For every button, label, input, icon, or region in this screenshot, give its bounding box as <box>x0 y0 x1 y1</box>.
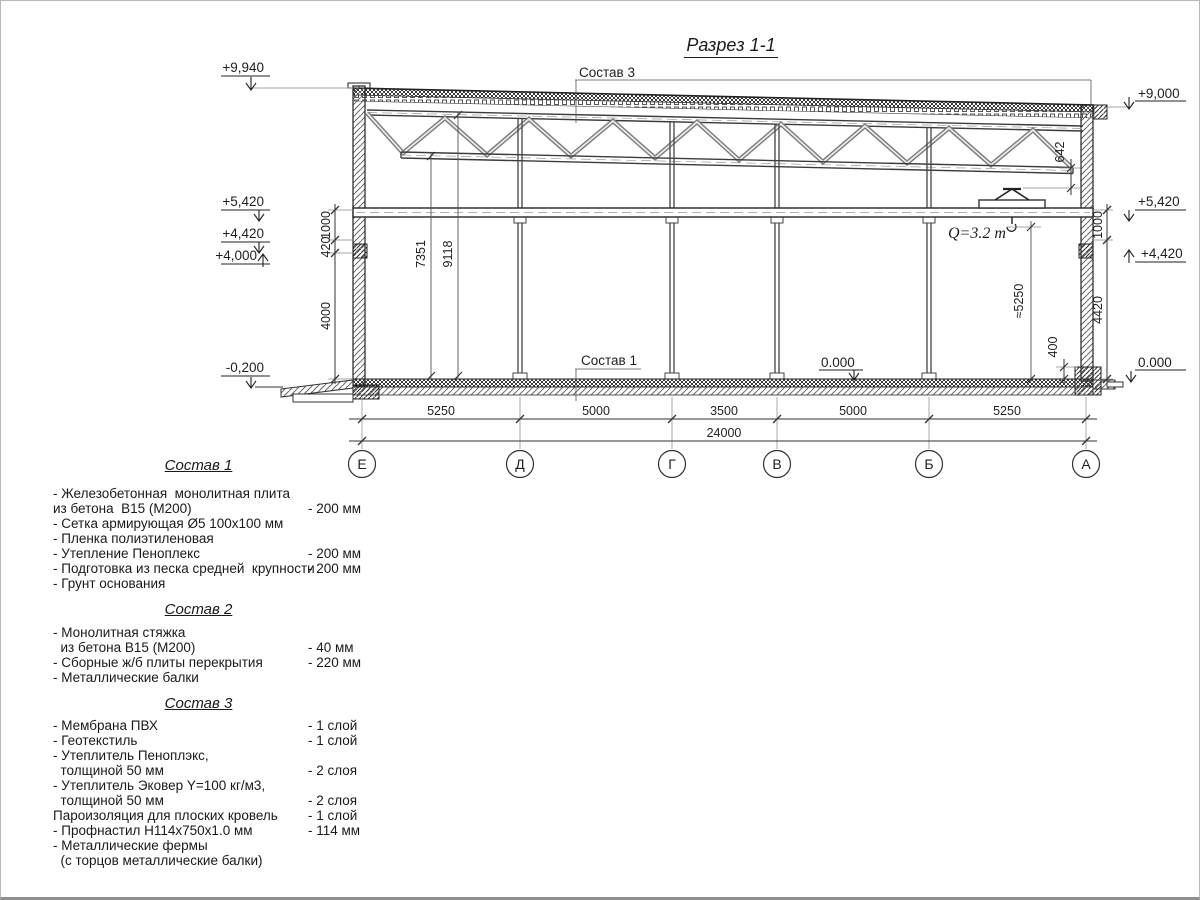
elevation-floor-mid: 0.000 <box>821 355 855 370</box>
axis-label-b: Б <box>924 456 934 472</box>
dim-span-d-g: 5000 <box>582 404 610 418</box>
axis-label-a: А <box>1081 456 1091 472</box>
elevation-right-4420: +4,420 <box>1141 246 1183 261</box>
composition-item-text: из бетона В15 (М200) <box>53 501 192 516</box>
dim-left-4000: 4000 <box>319 302 333 330</box>
roof-truss <box>367 110 1083 174</box>
dim-span-g-v: 3500 <box>710 404 738 418</box>
composition-item <box>53 733 373 748</box>
composition-item <box>53 763 373 778</box>
composition-item <box>53 670 373 685</box>
composition-item <box>53 625 373 640</box>
elevation-left-top: +9,940 <box>222 60 264 75</box>
right-dimension-chain <box>1091 204 1113 384</box>
axis-bubbles <box>349 451 1100 478</box>
composition-item <box>53 531 373 546</box>
elevation-left-4000: +4,000 <box>215 248 257 263</box>
composition-item <box>53 778 373 793</box>
dim-height-9118: 9118 <box>441 240 455 268</box>
elevation-right-5420: +5,420 <box>1138 194 1180 209</box>
composition-item-text: из бетона В15 (М200) <box>53 640 196 655</box>
composition3-heading: Состав 3 <box>164 695 233 712</box>
dim-right-1000: 1000 <box>1091 211 1105 239</box>
composition-item <box>53 640 373 655</box>
composition-item-text: - Профнастил Н114х750х1.0 мм <box>53 823 253 838</box>
composition-item-text: толщиной 50 мм <box>53 763 164 778</box>
elevation-left-4420: +4,420 <box>222 226 264 241</box>
composition-item-value: - 220 мм <box>308 655 362 670</box>
dim-span-b-a: 5250 <box>993 404 1021 418</box>
axis-label-d: Д <box>515 456 525 472</box>
dim-left-1000: 1000 <box>319 211 333 239</box>
composition-item-text: (с торцов металлические балки) <box>53 853 263 868</box>
dim-total: 24000 <box>706 426 742 440</box>
composition-item <box>53 546 373 561</box>
base-400-dimension <box>1046 337 1077 385</box>
composition-item-text: - Монолитная стяжка <box>53 625 186 640</box>
composition-item-text: - Геотекстиль <box>53 733 138 748</box>
composition-item-text: - Утеплитель Эковер Y=100 кг/м3, <box>53 778 266 793</box>
composition-item <box>53 561 373 576</box>
composition-item-text: толщиной 50 мм <box>53 793 164 808</box>
composition-item <box>53 718 373 733</box>
composition-leaders <box>575 80 1091 401</box>
composition-item-value: - 200 мм <box>308 561 362 576</box>
dim-height-7351: 7351 <box>414 240 428 268</box>
composition3-list <box>53 718 373 868</box>
dim-right-4420: 4420 <box>1091 296 1105 324</box>
composition2-heading: Состав 2 <box>164 601 233 618</box>
composition-item-value: - 40 мм <box>308 640 354 655</box>
composition-item <box>53 748 373 763</box>
composition-item <box>53 576 373 591</box>
crane-capacity-label: Q=3.2 т <box>948 225 1006 242</box>
axis-label-v: В <box>772 456 782 472</box>
composition1-list <box>53 486 373 591</box>
composition-item <box>53 793 373 808</box>
composition2-list <box>53 625 373 685</box>
composition-item-value: - 200 мм <box>308 546 362 561</box>
composition-item-value: - 114 мм <box>308 823 361 838</box>
composition-item <box>53 501 373 516</box>
composition-item-text: Пароизоляция для плоских кровель <box>53 808 278 823</box>
elevation-left-5420: +5,420 <box>222 194 264 209</box>
right-wall <box>1075 105 1123 395</box>
left-dimension-chain <box>319 204 353 384</box>
roof <box>353 88 1107 119</box>
composition-item-text: - Железобетонная монолитная плита <box>53 486 291 501</box>
composition-item-value: - 2 слоя <box>308 793 358 808</box>
composition-item <box>53 486 373 501</box>
composition1-callout: Состав 1 <box>581 353 637 368</box>
elevation-right-top: +9,000 <box>1138 86 1180 101</box>
floor-slab <box>255 379 1093 402</box>
composition-item-text: - Сетка армирующая Ø5 100х100 мм <box>53 516 284 531</box>
drawing-title-text: Разрез 1-1 <box>684 35 777 58</box>
composition-item-text: - Сборные ж/б плиты перекрытия <box>53 655 263 670</box>
composition-item <box>53 808 373 823</box>
composition-item <box>53 838 373 853</box>
composition-item-value: - 1 слой <box>308 808 358 823</box>
composition-item-text: - Мембрана ПВХ <box>53 718 158 733</box>
internal-height-dimensions <box>414 111 462 380</box>
composition-item <box>53 516 373 531</box>
crane-beam <box>353 208 1093 217</box>
elevation-right-floor: 0.000 <box>1138 355 1172 370</box>
dim-span-v-b: 5000 <box>839 404 867 418</box>
bottom-dimensions <box>349 397 1097 449</box>
composition-item-text: - Утепление Пеноплекс <box>53 546 200 561</box>
left-wall <box>348 83 370 386</box>
composition-item-text: - Подготовка из песка средней крупности <box>53 561 315 576</box>
dim-right-400: 400 <box>1046 336 1060 358</box>
composition-item-value: - 1 слой <box>308 733 358 748</box>
hook-height-dimension <box>1007 221 1041 383</box>
composition-item-value: - 1 слой <box>308 718 358 733</box>
composition-item-text: - Утеплитель Пеноплэкс, <box>53 748 209 763</box>
axis-label-g: Г <box>668 456 676 472</box>
elevation-left-ground: -0,200 <box>225 360 264 375</box>
composition-item <box>53 823 373 838</box>
dim-hook-5250: ≈5250 <box>1012 283 1026 319</box>
composition-item-text: - Пленка полиэтиленовая <box>53 531 214 546</box>
composition-item <box>53 655 373 670</box>
composition-item-value: - 200 мм <box>308 501 362 516</box>
composition-item-text: - Грунт основания <box>53 576 166 591</box>
axis-label-e: Е <box>357 456 367 472</box>
composition3-callout: Состав 3 <box>579 65 635 80</box>
composition1-heading: Состав 1 <box>164 457 233 474</box>
composition-item-text: - Металлические фермы <box>53 838 208 853</box>
columns <box>513 118 936 379</box>
dim-clearance-642: 642 <box>1053 141 1067 163</box>
dim-span-e-d: 5250 <box>427 404 455 418</box>
dim-left-420: 420 <box>319 236 333 258</box>
composition-item-value: - 2 слоя <box>308 763 358 778</box>
composition-item-text: - Металлические балки <box>53 670 199 685</box>
composition-item <box>53 853 373 868</box>
